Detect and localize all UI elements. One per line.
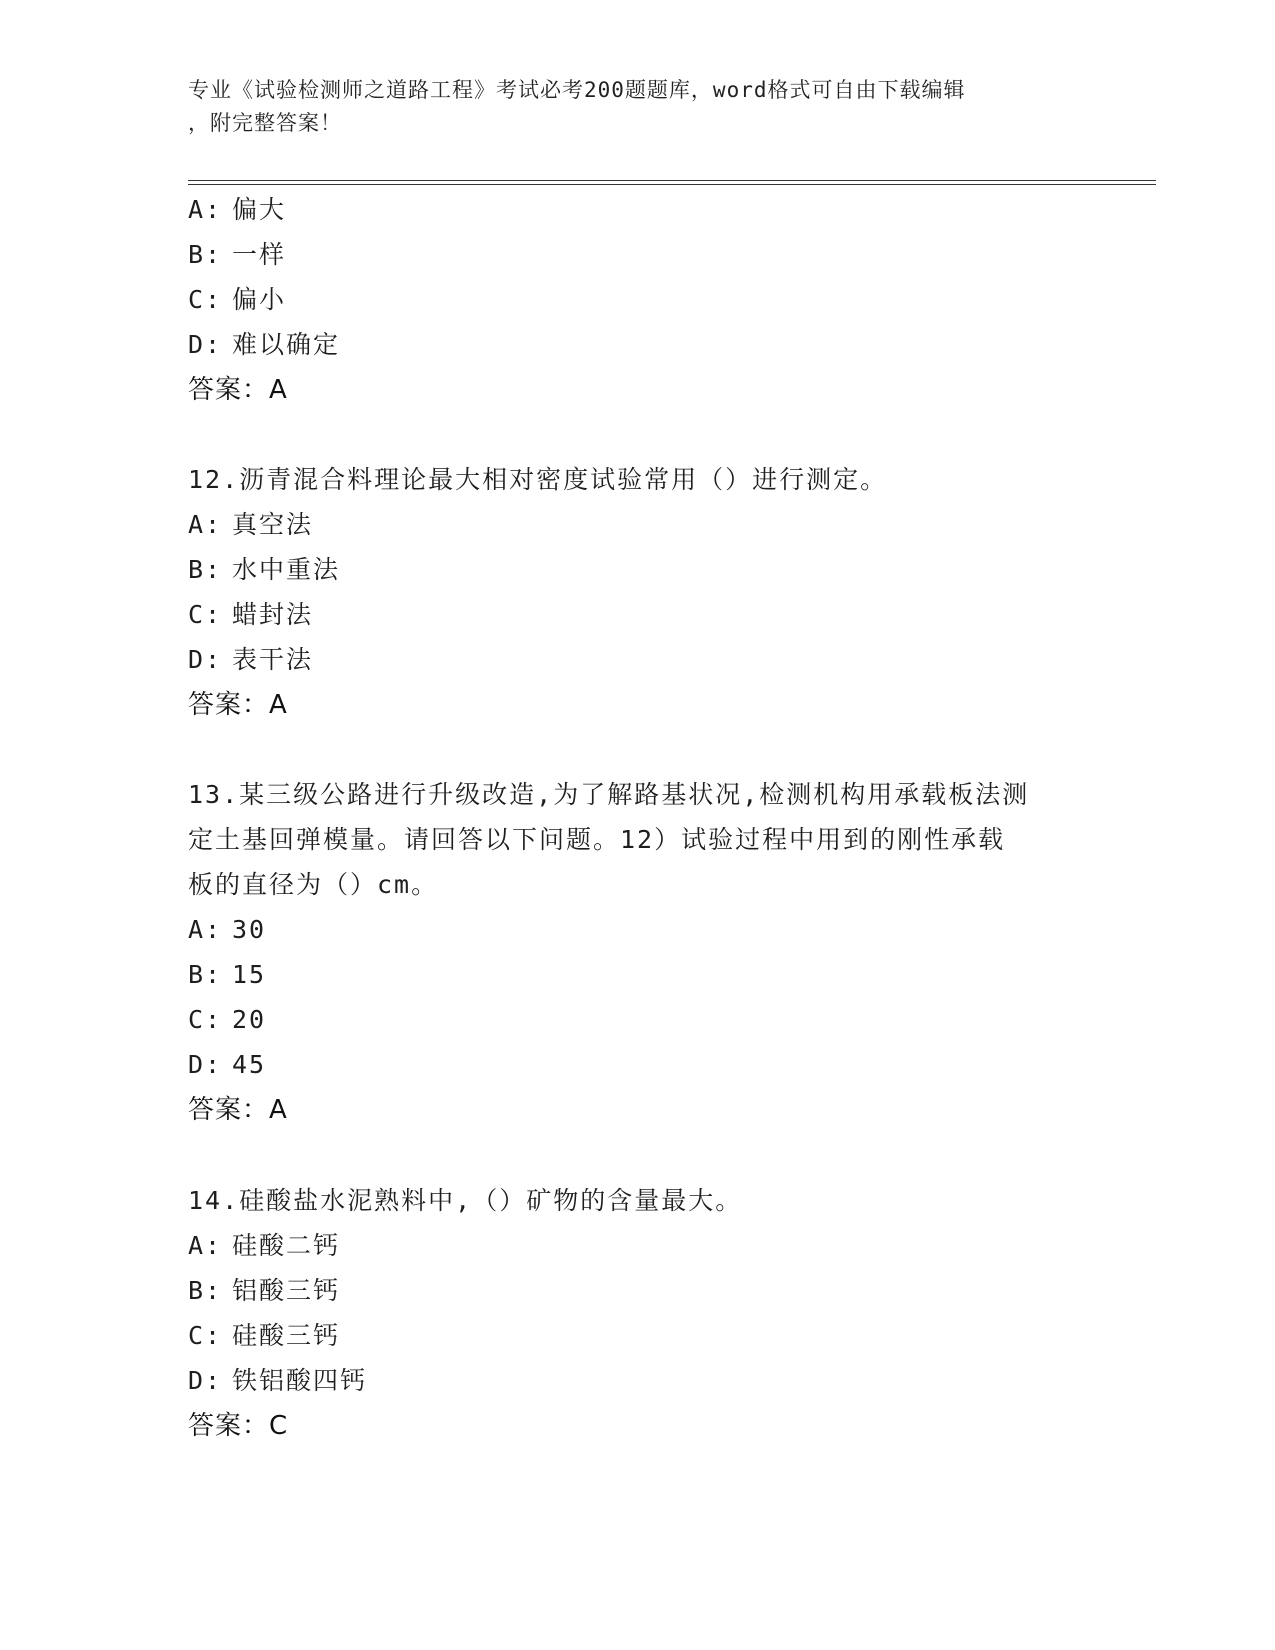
option-text: 20 xyxy=(232,1005,267,1034)
option-text: 15 xyxy=(232,960,267,989)
option-label: D: xyxy=(188,645,223,674)
option-text: 硅酸二钙 xyxy=(232,1231,341,1260)
option-label: D: xyxy=(188,330,223,359)
q14-option-b xyxy=(188,1275,340,1307)
q13-question-line-3: 板的直径为（）cm。 xyxy=(188,870,439,899)
q13-answer: 答案：A xyxy=(188,1095,288,1125)
option-label: A: xyxy=(188,1231,223,1260)
option-text: 铁铝酸四钙 xyxy=(232,1366,368,1395)
option-label: C: xyxy=(188,600,223,629)
option-label: A: xyxy=(188,510,223,539)
q13-option-b xyxy=(188,959,266,991)
option-label: C: xyxy=(188,285,223,314)
option-label: B: xyxy=(188,555,223,584)
q11-option-c xyxy=(188,284,286,316)
q13-question-line-1: 13.某三级公路进行升级改造,为了解路基状况,检测机构用承载板法测 xyxy=(188,780,1030,809)
option-text: 铝酸三钙 xyxy=(232,1276,341,1305)
option-text: 水中重法 xyxy=(232,555,341,584)
q11-answer: 答案：A xyxy=(188,375,288,405)
q11-option-d xyxy=(188,329,340,361)
q12-option-d xyxy=(188,644,313,676)
header-divider-bottom xyxy=(188,184,1156,185)
q12-option-a xyxy=(188,509,313,541)
q11-option-b xyxy=(188,239,286,271)
q12-question: 12.沥青混合料理论最大相对密度试验常用（）进行测定。 xyxy=(188,465,888,494)
q14-option-a xyxy=(188,1230,340,1262)
option-text: 难以确定 xyxy=(232,330,341,359)
q14-option-c xyxy=(188,1320,340,1352)
option-label: A: xyxy=(188,195,223,224)
q13-question-line-2: 定土基回弹模量。请回答以下问题。12）试验过程中用到的刚性承载 xyxy=(188,825,1006,854)
q11-option-a xyxy=(188,194,286,226)
q14-option-d xyxy=(188,1365,367,1397)
option-label: B: xyxy=(188,960,223,989)
option-text: 表干法 xyxy=(232,645,314,674)
option-text: 30 xyxy=(232,915,267,944)
q13-option-d xyxy=(188,1049,266,1081)
q13-option-a xyxy=(188,914,266,946)
option-text: 硅酸三钙 xyxy=(232,1321,341,1350)
q12-answer: 答案：A xyxy=(188,690,288,720)
option-text: 45 xyxy=(232,1050,267,1079)
option-label: B: xyxy=(188,1276,223,1305)
option-text: 蜡封法 xyxy=(232,600,314,629)
q13-option-c xyxy=(188,1004,266,1036)
option-text: 真空法 xyxy=(232,510,314,539)
option-text: 偏大 xyxy=(232,195,287,224)
q12-option-c xyxy=(188,599,313,631)
option-label: C: xyxy=(188,1321,223,1350)
option-text: 一样 xyxy=(232,240,287,269)
header-title-line-1: 专业《试验检测师之道路工程》考试必考200题题库，word格式可自由下载编辑 xyxy=(188,78,966,102)
option-label: C: xyxy=(188,1005,223,1034)
document-header xyxy=(188,74,1088,140)
q14-answer: 答案：C xyxy=(188,1411,289,1441)
q12-option-b xyxy=(188,554,340,586)
option-label: B: xyxy=(188,240,223,269)
header-divider-top xyxy=(188,180,1156,181)
option-label: D: xyxy=(188,1366,223,1395)
option-label: A: xyxy=(188,915,223,944)
option-label: D: xyxy=(188,1050,223,1079)
option-text: 偏小 xyxy=(232,285,287,314)
header-title-line-2: ，附完整答案！ xyxy=(188,111,342,135)
q14-question: 14.硅酸盐水泥熟料中,（）矿物的含量最大。 xyxy=(188,1186,743,1215)
